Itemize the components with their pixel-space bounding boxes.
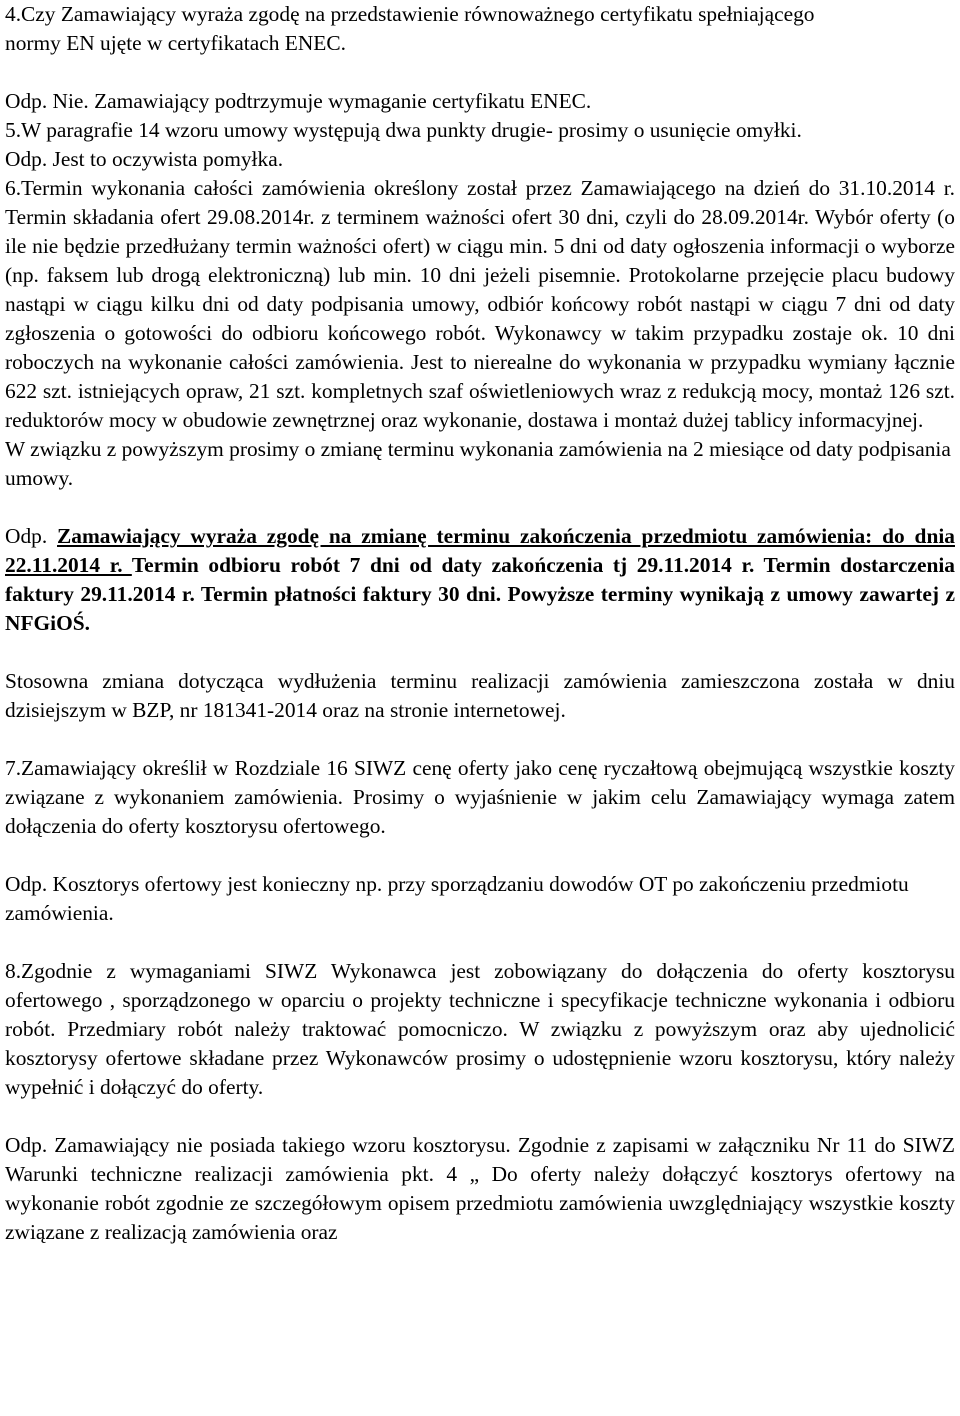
answer-label: Odp.	[5, 524, 48, 548]
spacer	[5, 928, 955, 957]
answer-6	[5, 522, 955, 638]
spacer	[5, 725, 955, 754]
question-7: 7.Zamawiający określił w Rozdziale 16 SIWZ cenę oferty jako cenę ryczałtową obejmującą wszystkie koszty związane z wykonaniem zamówienia. Prosimy o wyjaśnienie w jakim celu Zamawiający wymaga zatem dołączenia do oferty kosztorysu ofertowego.	[5, 756, 955, 838]
answer-underlined: Zamawiający wyraża zgodę na zmianę terminu zakończenia przedmiotu zamówienia: do dnia 22.11.2014 r.	[5, 524, 955, 577]
answer-terms: Termin odbioru robót 7 dni od daty zakończenia tj 29.11.2014 r. Termin dostarczenia faktury 29.11.2014 r. Termin płatności faktury 30 dni. Powyższe terminy wynikają z umowy zawartej z NFGiOŚ.	[5, 553, 955, 635]
spacer	[5, 841, 955, 870]
request-6: W związku z powyższym prosimy o zmianę terminu wykonania zamówienia na 2 miesiące od daty podpisania umowy.	[5, 437, 951, 490]
answer-text: Zamawiający nie posiada takiego wzoru kosztorysu. Zgodnie z zapisami w załączniku Nr 11 do SIWZ Warunki techniczne realizacji zamówienia pkt. 4 „ Do oferty należy dołączyć kosztorys ofertowy na wykonanie robót zgodnie ze szczegółowym opisem przedmiotu zamówienia uwzględniający wszystkie koszty związane z realizacją zamówienia oraz	[5, 1133, 955, 1244]
note-6: Stosowna zmiana dotycząca wydłużenia terminu realizacji zamówienia zamieszczona została w dniu dzisiejszym w BZP, nr 181341-2014 oraz na stronie internetowej.	[5, 669, 955, 722]
answer-text: Jest to oczywista pomyłka.	[47, 147, 284, 171]
question-6: 6.Termin wykonania całości zamówienia określony został przez Zamawiającego na dzień do 31.10.2014 r. Termin składania ofert 29.08.2014r. z terminem ważności ofert 30 dni, czyli do 28.09.2014r. Wybór oferty (o ile nie będzie przedłużany termin ważności ofert) w ciągu min. 5 dni od daty ogłoszenia informacji o wyborze (np. faksem lub drogą elektroniczną) lub min. 10 dni jeżeli pisemnie. Protokolarne przejęcie placu budowy nastąpi w ciągu kilku dni od daty podpisania umowy, odbiór końcowy robót nastąpi w ciągu 7 dni od daty zgłoszenia o gotowości do odbioru końcowego robót. Wykonawcy w takim przypadku zostaje ok. 10 dni roboczych na wykonanie całości zamówienia. Jest to nierealne do wykonania w przypadku wymiany łącznie 622 szt. istniejących opraw, 21 szt. kompletnych szaf oświetleniowych wraz z redukcją mocy, montaż 126 szt. reduktorów mocy w obudowie zewnętrznej oraz wykonanie, dostawa i montaż dużej tablicy informacyjnej.	[5, 176, 955, 432]
answer-text: Kosztorys ofertowy jest konieczny np. przy sporządzaniu dowodów OT po zakończeniu przedmiotu zamówienia.	[5, 872, 909, 925]
answer-label: Odp.	[5, 147, 48, 171]
question-4: 4.Czy Zamawiający wyraża zgodę na przedstawienie równoważnego certyfikatu spełniającego normy EN ujęte w certyfikatach ENEC.	[5, 2, 815, 55]
answer-4	[5, 87, 955, 116]
spacer	[5, 58, 955, 87]
answer-5	[5, 145, 955, 174]
answer-label: Odp.	[5, 89, 48, 113]
question-5: 5.W paragrafie 14 wzoru umowy występują dwa punkty drugie- prosimy o usunięcie omyłki.	[5, 118, 802, 142]
spacer	[5, 638, 955, 667]
answer-label: Odp.	[5, 872, 48, 896]
answer-text: Nie. Zamawiający podtrzymuje wymaganie certyfikatu ENEC.	[47, 89, 592, 113]
answer-7	[5, 870, 955, 928]
spacer	[5, 1102, 955, 1131]
spacer	[5, 493, 955, 522]
question-8: 8.Zgodnie z wymaganiami SIWZ Wykonawca jest zobowiązany do dołączenia do oferty kosztorysu ofertowego , sporządzonego w oparciu o projekty techniczne i specyfikacje techniczne wykonania i odbioru robót. Przedmiary robót należy traktować pomocniczo. W związku z powyższym oraz aby ujednolicić kosztorysy ofertowe składane przez Wykonawców prosimy o udostępnienie wzoru kosztorysu, który należy wypełnić i dołączyć do oferty.	[5, 959, 955, 1099]
answer-8	[5, 1131, 955, 1247]
answer-label: Odp.	[5, 1133, 48, 1157]
